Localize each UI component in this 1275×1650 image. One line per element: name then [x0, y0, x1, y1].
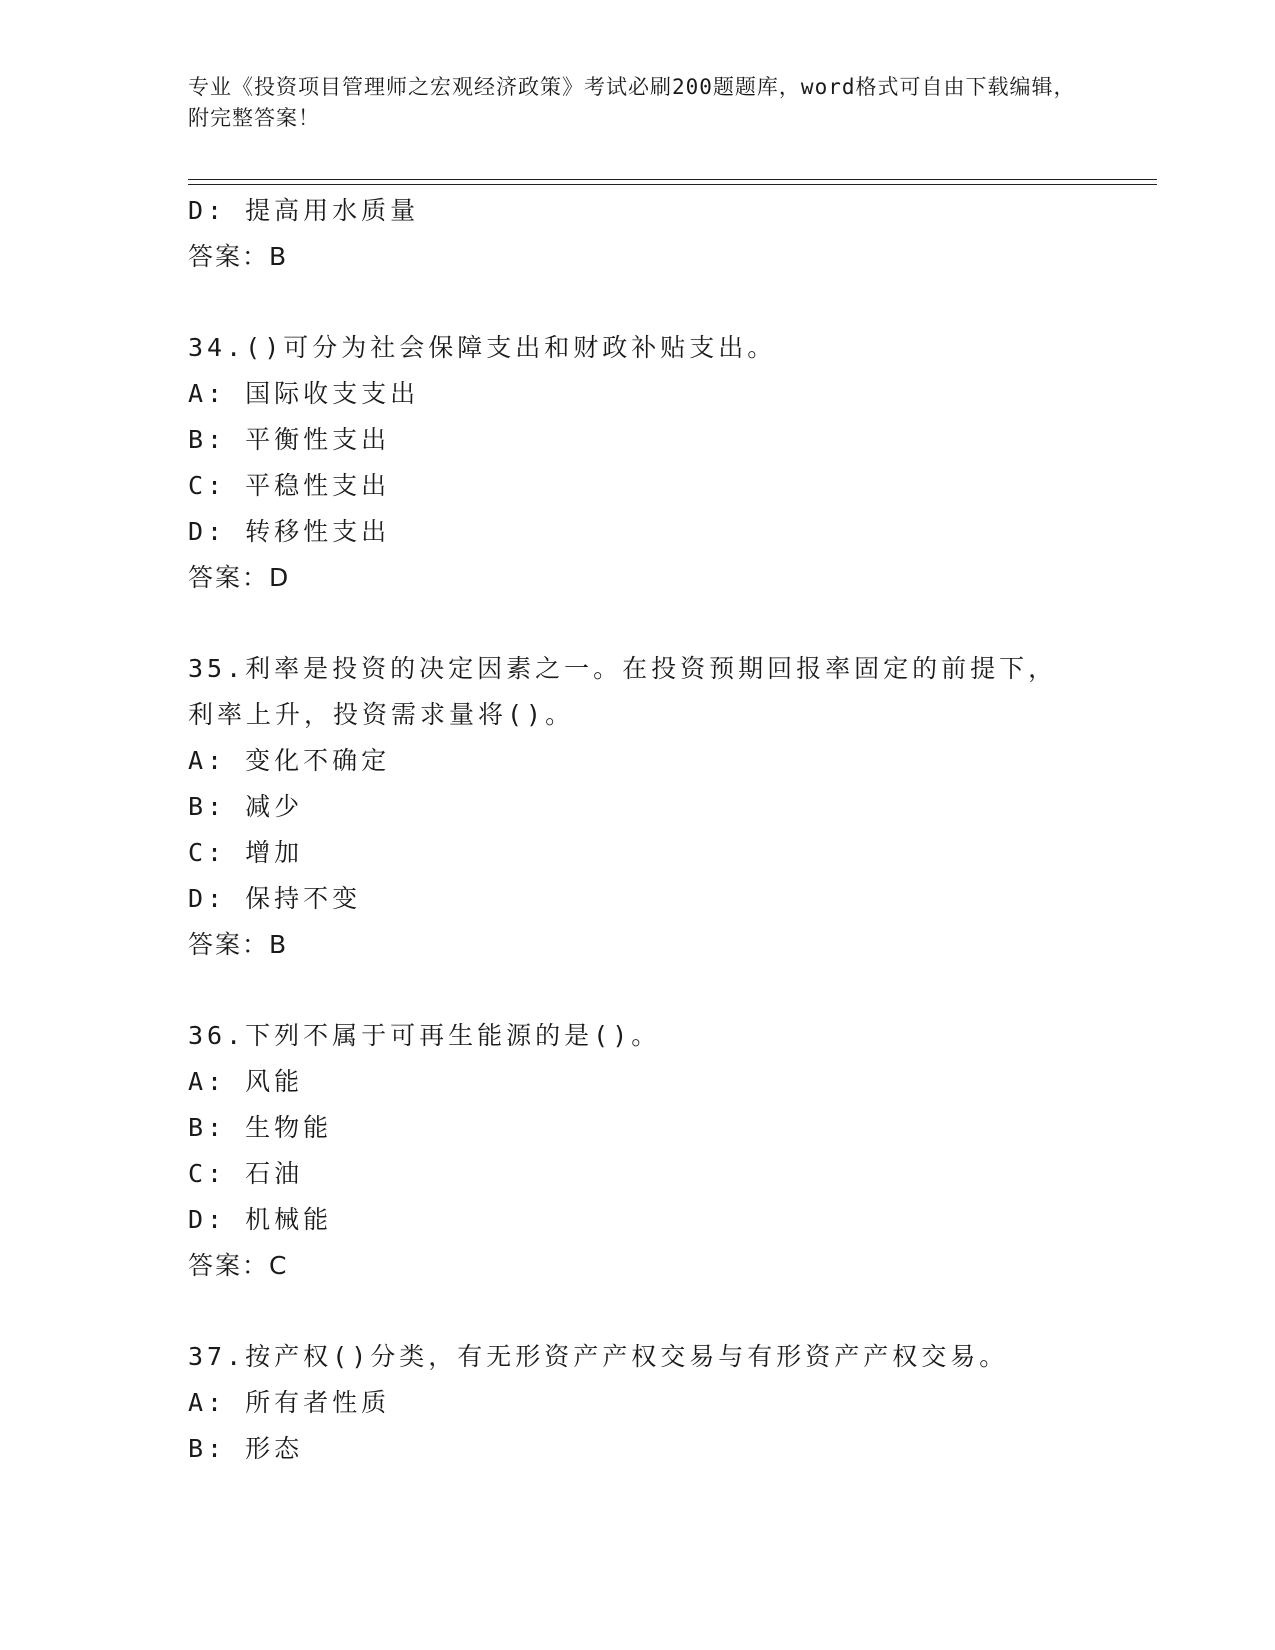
header-divider-bottom	[188, 184, 1157, 185]
question-stem: 36.下列不属于可再生能源的是()。	[188, 1021, 661, 1050]
option-b: B: 形态	[188, 1434, 304, 1463]
option-a: A: 变化不确定	[188, 746, 391, 775]
spacer	[188, 601, 1088, 646]
answer-line: 答案：D	[188, 563, 291, 592]
question-37	[188, 1334, 1088, 1472]
option-c: C: 平稳性支出	[188, 471, 391, 500]
answer-line: 答案：C	[188, 1251, 289, 1280]
question-33-continued	[188, 188, 1088, 280]
question-stem: 37.按产权()分类，有无形资产产权交易与有形资产产权交易。	[188, 1342, 1009, 1371]
question-34	[188, 325, 1088, 601]
spacer	[188, 968, 1088, 1013]
option-b: B: 减少	[188, 792, 304, 821]
question-36	[188, 1013, 1088, 1289]
header-divider-top	[188, 179, 1157, 180]
option-d: D: 保持不变	[188, 884, 362, 913]
option-d: D: 提高用水质量	[188, 196, 420, 225]
option-a: A: 所有者性质	[188, 1388, 391, 1417]
option-d: D: 机械能	[188, 1205, 333, 1234]
option-c: C: 石油	[188, 1159, 304, 1188]
question-stem: 34.()可分为社会保障支出和财政补贴支出。	[188, 333, 777, 362]
answer-line: 答案：B	[188, 242, 289, 271]
option-a: A: 国际收支支出	[188, 379, 420, 408]
question-stem: 35.利率是投资的决定因素之一。在投资预期回报率固定的前提下，利率上升，投资需求量将()。	[188, 654, 1058, 729]
option-b: B: 平衡性支出	[188, 425, 391, 454]
option-b: B: 生物能	[188, 1113, 333, 1142]
spacer	[188, 280, 1088, 325]
option-c: C: 增加	[188, 838, 304, 867]
option-a: A: 风能	[188, 1067, 304, 1096]
spacer	[188, 1289, 1088, 1334]
option-d: D: 转移性支出	[188, 517, 391, 546]
question-35	[188, 646, 1088, 968]
answer-line: 答案：B	[188, 930, 289, 959]
document-header: 专业《投资项目管理师之宏观经济政策》考试必刷200题题库，word格式可自由下载编辑，附完整答案！	[188, 75, 1076, 130]
question-list	[188, 188, 1088, 1472]
